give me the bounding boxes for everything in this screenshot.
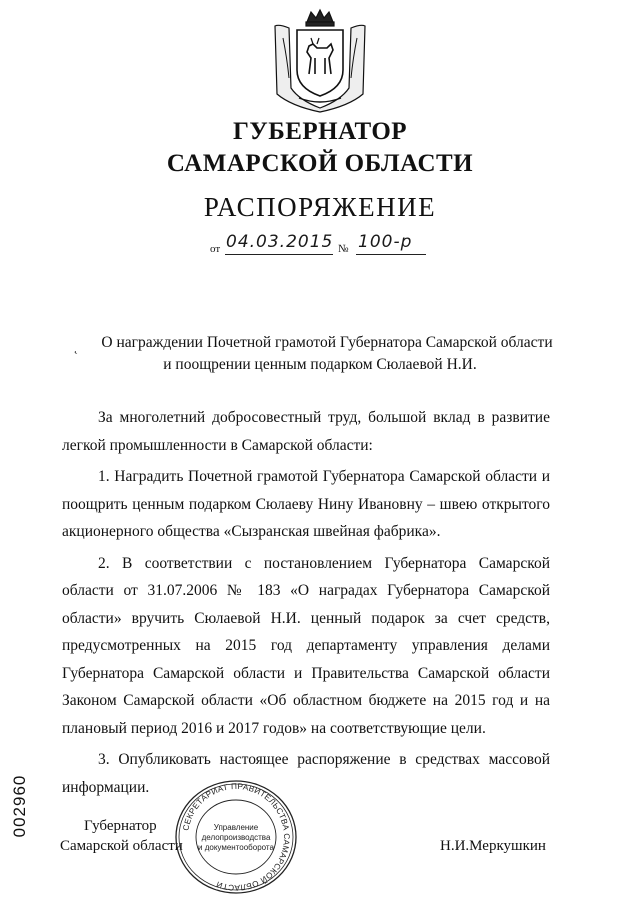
paragraph-preamble: За многолетний добросовестный труд, большой вклад в развитие легкой промышленности в Самарской области: (62, 409, 550, 454)
stamp-line-2: делопроизводства (201, 833, 271, 842)
date-underline (225, 254, 333, 255)
subject-line-2: и поощрении ценным подарком Сюлаевой Н.И. (163, 356, 477, 373)
stamp-line-1: Управление (213, 823, 259, 832)
document-type-title: РАСПОРЯЖЕНИЕ (203, 192, 437, 222)
subject-line-1: О награждении Почетной грамотой Губернатора Самарской области (101, 334, 553, 351)
signatory-name: Н.И.Меркушкин (440, 838, 546, 854)
stamp-line-3: и документооборота (198, 843, 274, 852)
paragraph-item-3: 3. Опубликовать настоящее распоряжение в средствах массовой информации. (62, 751, 550, 796)
paragraph-item-1: 1. Наградить Почетной грамотой Губернатора Самарской области и поощрить ценным подарком Сюлаеву Нину Ивановну – швею открытого акционерного общества «Сызранская швейная фабрика». (62, 468, 550, 540)
number-prefix: № (338, 243, 349, 255)
official-stamp (172, 778, 300, 896)
document-number-vertical (0, 774, 40, 838)
margin-mark: ˛ (74, 340, 78, 354)
coat-of-arms-emblem (269, 8, 371, 114)
handwritten-number: 100-р (358, 232, 413, 252)
signature-position-line-2: Самарской области (60, 838, 183, 854)
number-underline (356, 254, 426, 255)
date-prefix: от (210, 243, 221, 255)
signature-position-line-1: Губернатор (84, 818, 157, 834)
paragraph-item-2: 2. В соответствии с постановлением Губернатора Самарской области от 31.07.2006 № 183 «О наградах Губернатора Самарской области» вручить Сюлаевой Н.И. ценный подарок за счет средств, предусмотренных на 2015 год департаменту управления делами Губернатора Самарской области и Правительства Самарской области Законом Самарской области «Об областном бюджете на 2015 год и на плановый период 2016 и 2017 годов» на соответствующие цели. (62, 554, 550, 737)
handwritten-date: 04.03.2015 (226, 232, 334, 252)
document-number: 002960 (10, 774, 29, 838)
document-body (62, 404, 550, 805)
stamp-ring-text: СЕКРЕТАРИАТ ПРАВИТЕЛЬСТВА САМАРСКОЙ ОБЛАСТИ (181, 781, 292, 893)
header-region: САМАРСКОЙ ОБЛАСТИ (166, 150, 474, 177)
registration-line (210, 232, 440, 258)
header-governor: ГУБЕРНАТОР (232, 118, 408, 145)
